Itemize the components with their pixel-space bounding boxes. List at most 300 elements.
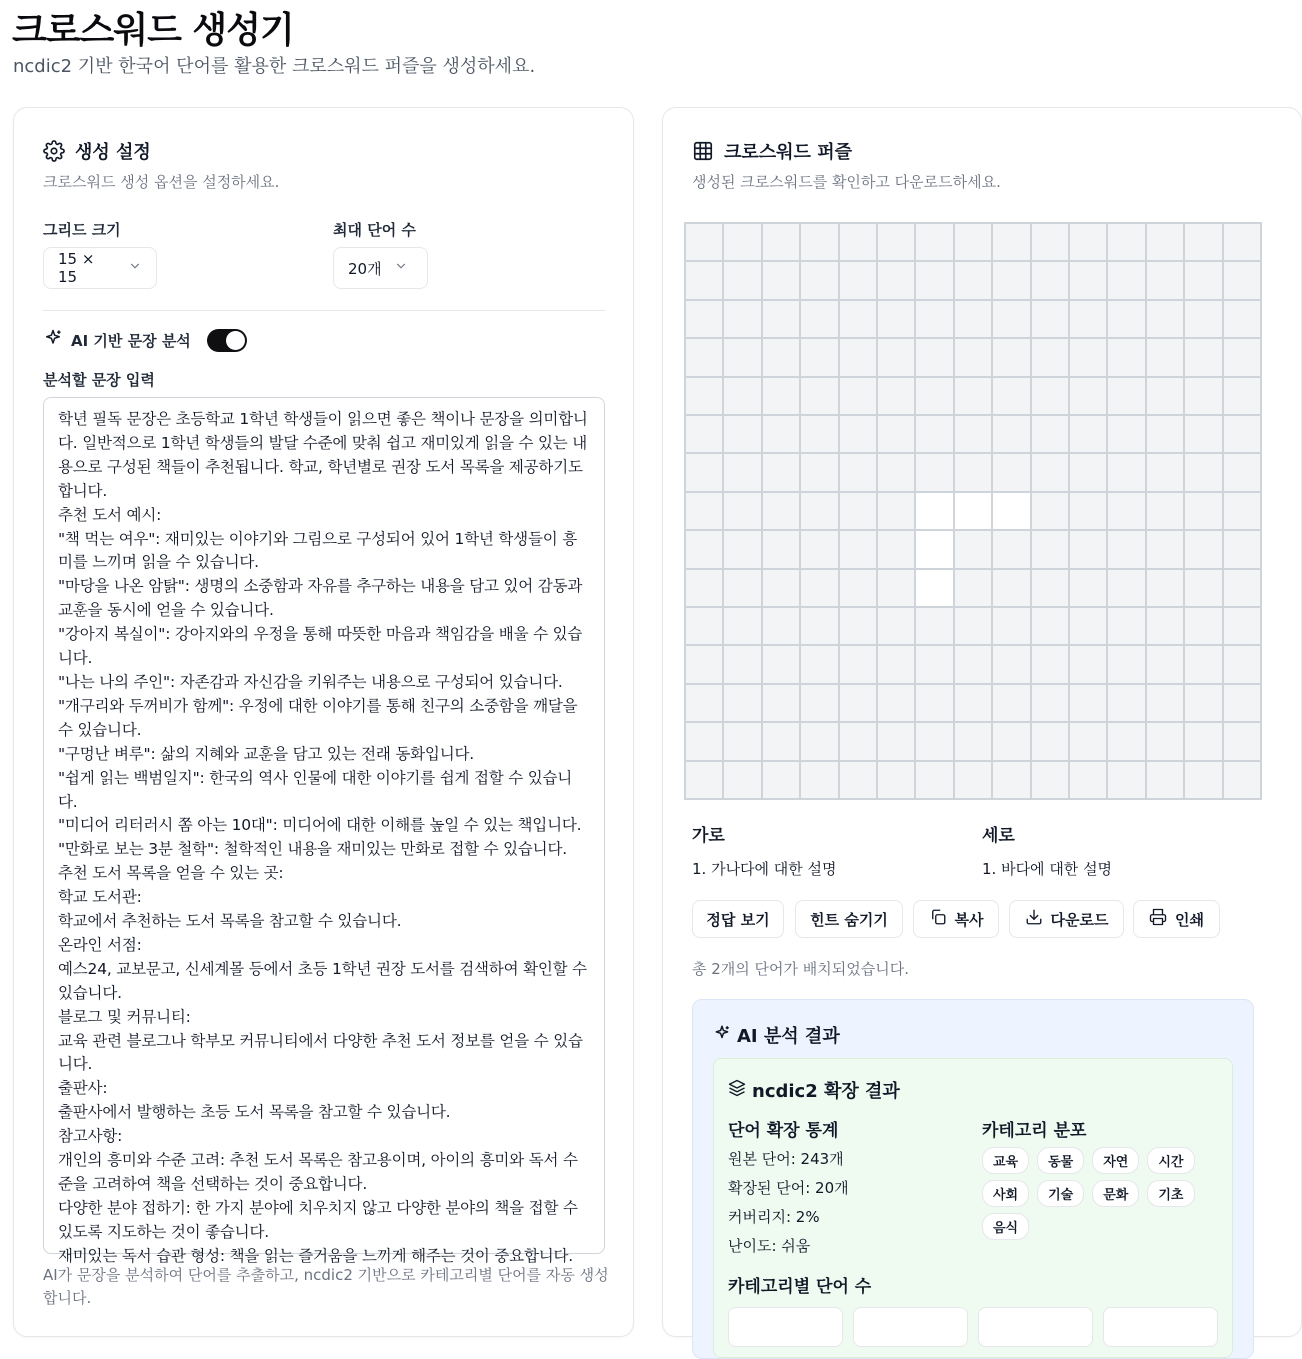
max-words-value: 20개 [348,259,382,278]
category-chip: 문화 [1092,1180,1139,1207]
grid-cell-blank [955,685,991,721]
grid-cell-blank [1032,339,1068,375]
grid-cell-blank [1224,339,1260,375]
ai-help-text: AI가 문장을 분석하여 단어를 추출하고, ncdic2 기반으로 카테고리별 단어를 자동 생성합니다. [43,1266,609,1307]
copy-icon [929,908,947,930]
grid-cell-blank [1108,454,1144,490]
category-chip: 사회 [982,1180,1029,1207]
ai-analysis-toggle[interactable] [207,329,247,352]
grid-cell-blank [993,378,1029,414]
grid-cell-blank [801,493,837,529]
grid-cell-blank [686,646,722,682]
grid-cell-blank [1224,723,1260,759]
grid-cell-blank [1032,301,1068,337]
grid-cell-blank [840,339,876,375]
grid-cell-blank [1032,262,1068,298]
grid-cell-blank [878,339,914,375]
grid-size-value: 15 × 15 [58,250,95,286]
grid-cell-blank [1224,531,1260,567]
grid-cell-blank [1147,262,1183,298]
crossword-grid[interactable] [684,222,1262,800]
grid-cell-blank [1108,531,1144,567]
grid-cell-blank [801,454,837,490]
copy-button[interactable] [913,900,999,938]
grid-cell-blank [1070,646,1106,682]
grid-cell-blank [686,339,722,375]
gear-icon [43,140,65,162]
grid-cell-blank [993,416,1029,452]
grid-cell-blank [878,416,914,452]
grid-cell-blank [1108,378,1144,414]
settings-card [13,107,634,1337]
grid-cell-blank [878,685,914,721]
toggle-knob [226,331,245,350]
grid-cell-blank [801,416,837,452]
grid-cell-blank [724,416,760,452]
grid-cell-blank [1032,416,1068,452]
grid-cell-blank [801,224,837,260]
grid-cell-blank [1147,608,1183,644]
grid-cell-blank [993,531,1029,567]
grid-cell-blank [763,416,799,452]
sentence-input-label: 분석할 문장 입력 [43,371,155,389]
ai-result-title [713,1022,840,1048]
grid-cell-blank [955,762,991,798]
grid-cell-blank [686,454,722,490]
category-count-box [853,1307,968,1347]
grid-cell-blank [724,262,760,298]
category-chip: 교육 [982,1147,1029,1174]
chevron-down-icon [394,259,408,277]
grid-cell-blank [840,493,876,529]
grid-cell-blank [878,723,914,759]
grid-cell-blank [916,608,952,644]
grid-cell-blank [1070,723,1106,759]
grid-cell-blank [993,454,1029,490]
grid-cell-blank [1224,416,1260,452]
grid-cell-blank [724,378,760,414]
category-chip: 기술 [1037,1180,1084,1207]
grid-cell-blank [801,608,837,644]
show-answer-button[interactable] [692,900,784,938]
grid-cell-blank [763,378,799,414]
grid-cell-blank [878,301,914,337]
copy-label: 복사 [954,910,984,929]
ai-analysis-label: AI 기반 문장 분석 [71,331,191,350]
ai-result-title-text: AI 분석 결과 [737,1026,840,1047]
category-count-box [978,1307,1093,1347]
grid-cell-blank [840,608,876,644]
grid-cell-blank [993,723,1029,759]
grid-cell-blank [840,454,876,490]
grid-cell-blank [1185,493,1221,529]
grid-cell-blank [1070,416,1106,452]
grid-cell-blank [763,339,799,375]
grid-cell-blank [763,262,799,298]
grid-cell-blank [801,570,837,606]
grid-cell-blank [1185,339,1221,375]
sparkles-icon [43,328,63,352]
grid-cell-blank [1032,224,1068,260]
download-icon [1025,908,1043,930]
grid-cell-blank [955,339,991,375]
grid-cell-blank [993,685,1029,721]
grid-cell-blank [801,301,837,337]
grid-cell-blank [840,762,876,798]
puzzle-card [662,107,1302,1337]
grid-cell-blank [1147,454,1183,490]
grid-cell-blank [763,570,799,606]
grid-cell-blank [878,608,914,644]
grid-cell-blank [1070,454,1106,490]
grid-cell-blank [1032,685,1068,721]
category-chips [982,1147,1222,1240]
grid-cell-blank [840,685,876,721]
grid-size-select[interactable] [43,247,157,289]
grid-cell-blank [1032,723,1068,759]
grid-cell-blank [1070,262,1106,298]
grid-cell-blank [1032,378,1068,414]
grid-cell-blank [1108,301,1144,337]
grid-cell-blank [1185,378,1221,414]
grid-cell-blank [840,570,876,606]
grid-cell-blank [916,646,952,682]
stat-original-words: 원본 단어: 243개 [728,1150,844,1168]
grid-cell-blank [1147,646,1183,682]
grid-cell-blank [955,531,991,567]
placement-status: 총 2개의 단어가 배치되었습니다. [692,960,909,978]
settings-title [43,138,151,164]
grid-cell-blank [993,646,1029,682]
grid-cell-blank [1108,646,1144,682]
grid-cell-blank [1185,301,1221,337]
grid-cell-blank [916,339,952,375]
hide-hint-label: 힌트 숨기기 [810,910,888,929]
down-heading: 세로 [982,826,1015,846]
settings-title-text: 생성 설정 [75,142,151,163]
grid-cell-blank [916,262,952,298]
grid-cell-blank [840,301,876,337]
grid-cell-blank [686,608,722,644]
grid-cell-blank [724,685,760,721]
grid-cell-blank [1147,531,1183,567]
grid-cell-blank [763,723,799,759]
grid-cell-blank [993,762,1029,798]
grid-cell-blank [1224,608,1260,644]
stats-heading: 단어 확장 통계 [728,1121,839,1141]
grid-cell-blank [801,339,837,375]
page-title: 크로스워드 생성기 [12,10,294,51]
grid-cell-blank [1032,531,1068,567]
grid-cell-blank [878,646,914,682]
grid-cell-blank [1108,416,1144,452]
across-clue-item: 1. 가나다에 대한 설명 [692,860,837,878]
grid-cell-blank [1185,723,1221,759]
grid-cell-blank [1032,454,1068,490]
grid-cell-blank [916,454,952,490]
grid-cell-filled[interactable] [916,570,952,606]
grid-cell-blank [801,531,837,567]
grid-cell-blank [763,608,799,644]
settings-description: 크로스워드 생성 옵션을 설정하세요. [43,173,280,191]
grid-icon [692,140,714,162]
grid-cell-filled[interactable] [916,493,952,529]
grid-cell-blank [686,762,722,798]
grid-cell-blank [916,416,952,452]
hide-hint-button[interactable] [795,900,903,938]
grid-cell-blank [1032,608,1068,644]
grid-cell-blank [955,416,991,452]
grid-cell-blank [1032,762,1068,798]
grid-cell-blank [878,762,914,798]
grid-cell-blank [686,416,722,452]
grid-cell-blank [993,339,1029,375]
grid-cell-blank [840,262,876,298]
category-count-heading: 카테고리별 단어 수 [728,1277,872,1297]
grid-cell-blank [840,224,876,260]
grid-cell-blank [724,301,760,337]
grid-cell-blank [993,262,1029,298]
grid-cell-blank [1147,339,1183,375]
grid-cell-blank [1147,416,1183,452]
grid-cell-blank [840,416,876,452]
grid-cell-blank [1224,454,1260,490]
grid-cell-blank [801,262,837,298]
category-count-box [1103,1307,1218,1347]
sentence-textarea[interactable]: 학년 필독 문장은 초등학교 1학년 학생들이 읽으면 좋은 책이나 문장을 의미합니다. 일반적으로 1학년 학생들의 발달 수준에 맞춰 쉽고 재미있게 읽을 수 있는 내용으로 구성된 책들이 추천됩니다. 학교, 학년별로 권장 도서 목록을 제공하기도 합니다. 추천 도서 예시: "책 먹는 여우": 재미있는 이야기와 그림으로 구성되어 있어 1학년 학생들이 흥미를 느끼며 읽을 수 있습니다. "마당을 나온 암탉": 생명의 소중함과 자유를 추구하는 내용을 담고 있어 감동과 교훈을 동시에 얻을 수 있습니다. "강아지 복실이": 강아지와의 우정을 통해 따뜻한 마음과 책임감을 배울 수 있습니다. "나는 나의 주인": 자존감과 자신감을 키워주는 내용으로 구성되어 있습니다. "개구리와 두꺼비가 함께": 우정에 대한 이야기를 통해 친구의 소중함을 깨달을 수 있습니다. "구멍난 벼루": 삶의 지혜와 교훈을 담고 있는 전래 동화입니다. "쉽게 읽는 백범일지": 한국의 역사 인물에 대한 이야기를 쉽게 접할 수 있습니다. "미디어 리터러시 쫌 아는 10대": 미디어에 대한 이해를 높일 수 있는 책입니다. "만화로 보는 3분 철학": 철학적인 내용을 재미있는 만화로 접할 수 있습니다. 추천 도서 목록을 얻을 수 있는 곳: 학교 도서관: 학교에서 추천하는 도서 목록을 참고할 수 있습니다. 온라인 서점: 예스24, 교보문고, 신세계몰 등에서 초등 1학년 권장 도서를 검색하여 확인할 수 있습니다. 블로그 및 커뮤니티: 교육 관련 블로그나 학부모 커뮤니티에서 다양한 추천 도서 정보를 얻을 수 있습니다. 출판사: 출판사에서 발행하는 초등 도서 목록을 참고할 수 있습니다. 참고사항: 개인의 흥미와 수준 고려: 추천 도서 목록은 참고용이며, 아이의 흥미와 독서 수준을 고려하여 책을 선택하는 것이 중요합니다. 다양한 분야 접하기: 한 가지 분야에 치우치지 않고 다양한 분야의 책을 접할 수 있도록 지도하는 것이 좋습니다. 재미있는 독서 습관 형성: 책을 읽는 즐거움을 느끼게 해주는 것이 중요합니다. [43,397,605,1254]
grid-cell-blank [1070,531,1106,567]
grid-cell-blank [801,685,837,721]
grid-cell-blank [840,723,876,759]
grid-cell-blank [686,493,722,529]
grid-cell-blank [1108,493,1144,529]
grid-cell-blank [1147,685,1183,721]
grid-cell-blank [955,378,991,414]
grid-cell-blank [1070,378,1106,414]
max-words-label: 최대 단어 수 [333,221,416,239]
grid-cell-blank [840,378,876,414]
grid-cell-blank [1185,685,1221,721]
grid-cell-blank [840,531,876,567]
grid-cell-blank [1147,378,1183,414]
grid-cell-blank [1147,570,1183,606]
print-button[interactable] [1133,900,1220,938]
grid-cell-blank [916,301,952,337]
grid-cell-blank [878,570,914,606]
grid-cell-blank [763,762,799,798]
category-count-box [728,1307,843,1347]
grid-cell-blank [1147,301,1183,337]
grid-cell-blank [1147,723,1183,759]
grid-cell-blank [916,378,952,414]
max-words-select[interactable] [333,247,428,289]
grid-cell-blank [801,723,837,759]
puzzle-title-text: 크로스워드 퍼즐 [724,142,852,163]
stat-coverage: 커버리지: 2% [728,1208,820,1226]
show-answer-label: 정답 보기 [706,910,770,929]
grid-cell-blank [878,493,914,529]
stat-difficulty: 난이도: 쉬움 [728,1237,811,1255]
grid-cell-blank [1070,224,1106,260]
grid-cell-blank [1224,570,1260,606]
stat-expanded-words: 확장된 단어: 20개 [728,1179,849,1197]
grid-cell-blank [724,723,760,759]
grid-cell-blank [1185,646,1221,682]
sparkles-icon [713,1024,731,1047]
grid-cell-blank [1032,646,1068,682]
grid-cell-blank [724,531,760,567]
grid-cell-blank [1032,570,1068,606]
grid-cell-blank [724,762,760,798]
grid-cell-blank [1185,454,1221,490]
category-chip: 시간 [1147,1147,1194,1174]
download-label: 다운로드 [1050,910,1109,929]
grid-cell-blank [686,301,722,337]
grid-cell-blank [724,570,760,606]
grid-cell-blank [955,608,991,644]
grid-cell-blank [993,608,1029,644]
grid-cell-blank [1224,262,1260,298]
grid-cell-blank [724,454,760,490]
grid-cell-filled[interactable] [955,493,991,529]
grid-cell-blank [955,646,991,682]
grid-cell-blank [1224,685,1260,721]
grid-cell-blank [1185,570,1221,606]
grid-cell-blank [916,685,952,721]
grid-cell-blank [1070,762,1106,798]
grid-cell-blank [1070,493,1106,529]
grid-cell-blank [1070,685,1106,721]
grid-cell-blank [916,224,952,260]
grid-cell-blank [763,685,799,721]
down-clue-item: 1. 바다에 대한 설명 [982,860,1113,878]
grid-cell-blank [1147,224,1183,260]
grid-cell-blank [878,378,914,414]
grid-cell-blank [1185,416,1221,452]
grid-cell-blank [955,570,991,606]
grid-cell-blank [878,531,914,567]
grid-cell-blank [1070,301,1106,337]
grid-cell-blank [763,224,799,260]
grid-cell-blank [1185,262,1221,298]
grid-cell-blank [993,301,1029,337]
grid-cell-filled[interactable] [993,493,1029,529]
grid-cell-blank [955,301,991,337]
grid-cell-blank [686,570,722,606]
grid-cell-blank [1108,685,1144,721]
grid-cell-blank [724,493,760,529]
settings-divider [43,310,605,311]
grid-cell-blank [955,224,991,260]
chevron-down-icon [128,259,142,277]
grid-cell-blank [1070,570,1106,606]
grid-cell-blank [993,224,1029,260]
grid-cell-blank [955,454,991,490]
grid-cell-blank [1108,723,1144,759]
grid-cell-blank [993,570,1029,606]
grid-cell-blank [686,262,722,298]
grid-cell-blank [1108,224,1144,260]
grid-cell-blank [1224,762,1260,798]
grid-cell-blank [878,224,914,260]
grid-cell-blank [1108,608,1144,644]
puzzle-title [692,138,852,164]
grid-cell-blank [1108,762,1144,798]
category-chip: 음식 [982,1213,1029,1240]
grid-cell-blank [801,646,837,682]
grid-cell-blank [1108,570,1144,606]
grid-cell-blank [686,378,722,414]
grid-cell-blank [763,531,799,567]
grid-cell-blank [763,301,799,337]
grid-cell-blank [801,378,837,414]
grid-size-label: 그리드 크기 [43,221,121,239]
layers-icon [728,1079,746,1102]
grid-cell-blank [1224,224,1260,260]
grid-cell-blank [1070,339,1106,375]
grid-cell-blank [1108,262,1144,298]
grid-cell-blank [1224,646,1260,682]
download-button[interactable] [1009,900,1124,938]
grid-cell-blank [1185,608,1221,644]
grid-cell-blank [955,262,991,298]
grid-cell-blank [1147,493,1183,529]
grid-cell-blank [763,646,799,682]
ncdic-result-title [728,1077,900,1103]
grid-cell-blank [724,339,760,375]
ai-analysis-row [43,328,247,352]
grid-cell-blank [1185,531,1221,567]
category-count-boxes [728,1307,1218,1347]
grid-cell-blank [801,762,837,798]
grid-cell-blank [878,454,914,490]
grid-cell-blank [686,531,722,567]
across-heading: 가로 [692,826,725,846]
grid-cell-blank [1032,493,1068,529]
print-label: 인쇄 [1175,910,1204,929]
grid-cell-blank [1224,378,1260,414]
grid-cell-blank [763,493,799,529]
grid-cell-blank [916,762,952,798]
grid-cell-blank [1147,762,1183,798]
grid-cell-blank [1070,608,1106,644]
category-chip: 자연 [1092,1147,1139,1174]
puzzle-description: 생성된 크로스워드를 확인하고 다운로드하세요. [692,173,1001,191]
grid-cell-blank [1108,339,1144,375]
grid-cell-blank [763,454,799,490]
grid-cell-filled[interactable] [916,531,952,567]
category-chip: 기초 [1147,1180,1194,1207]
category-distribution-heading: 카테고리 분포 [982,1121,1087,1141]
grid-cell-blank [1185,762,1221,798]
printer-icon [1149,908,1167,930]
grid-cell-blank [686,224,722,260]
grid-cell-blank [724,224,760,260]
ncdic-result-panel [713,1058,1233,1358]
grid-cell-blank [1224,301,1260,337]
page-subtitle: ncdic2 기반 한국어 단어를 활용한 크로스워드 퍼즐을 생성하세요. [13,56,536,77]
grid-cell-blank [686,685,722,721]
grid-cell-blank [1185,224,1221,260]
grid-cell-blank [840,646,876,682]
grid-cell-blank [724,646,760,682]
ncdic-result-title-text: ncdic2 확장 결과 [752,1081,900,1102]
ai-result-panel [692,999,1254,1359]
grid-cell-blank [724,608,760,644]
grid-cell-blank [1224,493,1260,529]
grid-cell-blank [916,723,952,759]
grid-cell-blank [686,723,722,759]
